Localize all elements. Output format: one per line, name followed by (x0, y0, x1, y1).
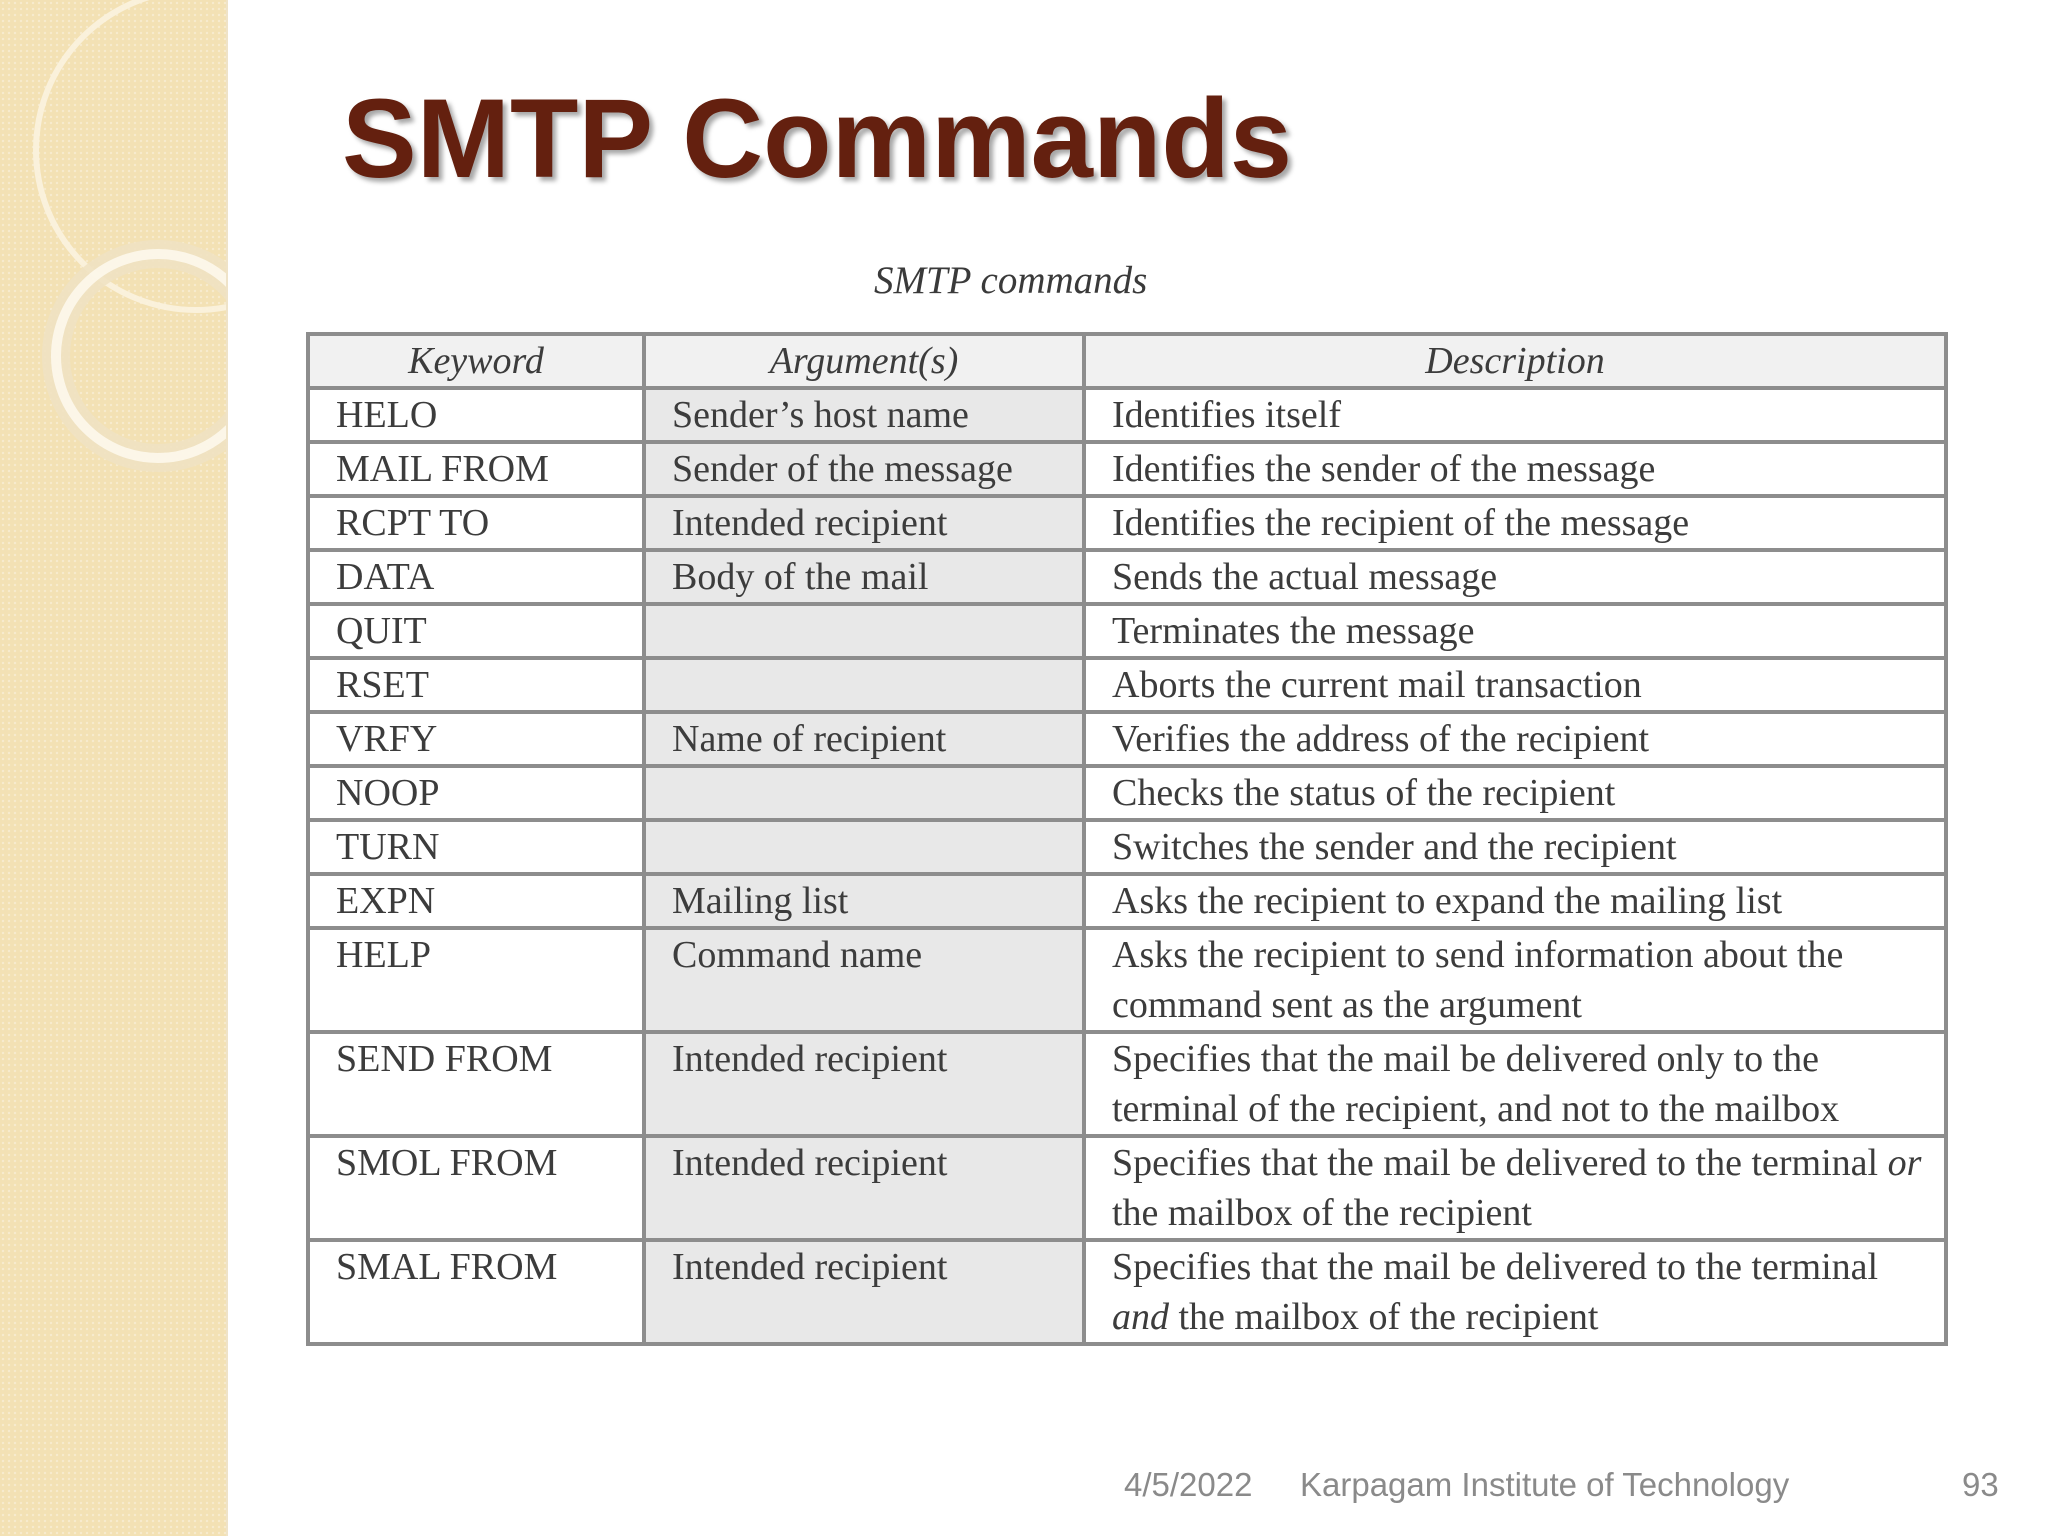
keyword-cell: SEND FROM (308, 1032, 644, 1136)
argument-cell: Intended recipient (644, 1240, 1084, 1344)
argument-cell (644, 820, 1084, 874)
argument-cell: Body of the mail (644, 550, 1084, 604)
argument-cell (644, 658, 1084, 712)
keyword-cell: TURN (308, 820, 644, 874)
description-text: Specifies that the mail be delivered to the terminal (1112, 1142, 1888, 1184)
description-emphasis: and (1112, 1296, 1169, 1338)
smtp-commands-table (306, 332, 1948, 1346)
argument-cell: Name of recipient (644, 712, 1084, 766)
keyword-cell: MAIL FROM (308, 442, 644, 496)
table-row (308, 820, 1946, 874)
table-row (308, 496, 1946, 550)
decorative-side-band (0, 0, 226, 1536)
table-row (308, 874, 1946, 928)
keyword-cell: DATA (308, 550, 644, 604)
description-cell: Switches the sender and the recipient (1084, 820, 1946, 874)
description-cell: Checks the status of the recipient (1084, 766, 1946, 820)
description-cell: Aborts the current mail transaction (1084, 658, 1946, 712)
keyword-cell: SMOL FROM (308, 1136, 644, 1240)
description-cell: Identifies the sender of the message (1084, 442, 1946, 496)
argument-cell: Sender of the message (644, 442, 1084, 496)
table-header-row (308, 334, 1946, 388)
table-row (308, 1136, 1946, 1240)
footer-page-number: 93 (1962, 1466, 1999, 1503)
keyword-cell: RCPT TO (308, 496, 644, 550)
description-emphasis: or (1887, 1142, 1922, 1184)
table-row (308, 442, 1946, 496)
table-row (308, 712, 1946, 766)
keyword-cell: SMAL FROM (308, 1240, 644, 1344)
description-cell: Specifies that the mail be delivered only to the terminal of the recipient, and not to the mailbox (1084, 1032, 1946, 1136)
table-row (308, 766, 1946, 820)
table-row (308, 1032, 1946, 1136)
table-caption-text: SMTP commands (874, 259, 1148, 302)
description-cell (1084, 1240, 1946, 1344)
table-row (308, 928, 1946, 1032)
description-cell: Asks the recipient to send information about the command sent as the argument (1084, 928, 1946, 1032)
table-row (308, 658, 1946, 712)
keyword-cell: HELO (308, 388, 644, 442)
slide-title: SMTP Commands (342, 76, 1293, 201)
decorative-circles (0, 0, 226, 520)
footer-organization: Karpagam Institute of Technology (1300, 1466, 1790, 1503)
table-row (308, 388, 1946, 442)
description-cell (1084, 1136, 1946, 1240)
table-row (308, 604, 1946, 658)
argument-cell: Sender’s host name (644, 388, 1084, 442)
description-text: the mailbox of the recipient (1169, 1296, 1599, 1338)
description-cell: Sends the actual message (1084, 550, 1946, 604)
header-description: Description (1084, 334, 1946, 388)
table-row (308, 1240, 1946, 1344)
argument-cell (644, 604, 1084, 658)
argument-cell (644, 766, 1084, 820)
keyword-cell: RSET (308, 658, 644, 712)
side-band-edge (226, 0, 228, 1536)
argument-cell: Intended recipient (644, 496, 1084, 550)
description-text: the mailbox of the recipient (1112, 1192, 1532, 1234)
argument-cell: Mailing list (644, 874, 1084, 928)
argument-cell: Intended recipient (644, 1032, 1084, 1136)
description-cell: Identifies itself (1084, 388, 1946, 442)
keyword-cell: VRFY (308, 712, 644, 766)
description-cell: Asks the recipient to expand the mailing list (1084, 874, 1946, 928)
footer-date: 4/5/2022 (1124, 1466, 1253, 1503)
description-cell: Identifies the recipient of the message (1084, 496, 1946, 550)
keyword-cell: QUIT (308, 604, 644, 658)
header-arguments: Argument(s) (644, 334, 1084, 388)
keyword-cell: NOOP (308, 766, 644, 820)
keyword-cell: HELP (308, 928, 644, 1032)
keyword-cell: EXPN (308, 874, 644, 928)
header-keyword: Keyword (308, 334, 644, 388)
description-text: Specifies that the mail be delivered to the terminal (1112, 1246, 1879, 1288)
description-cell: Terminates the message (1084, 604, 1946, 658)
argument-cell: Command name (644, 928, 1084, 1032)
table-row (308, 550, 1946, 604)
argument-cell: Intended recipient (644, 1136, 1084, 1240)
description-cell: Verifies the address of the recipient (1084, 712, 1946, 766)
